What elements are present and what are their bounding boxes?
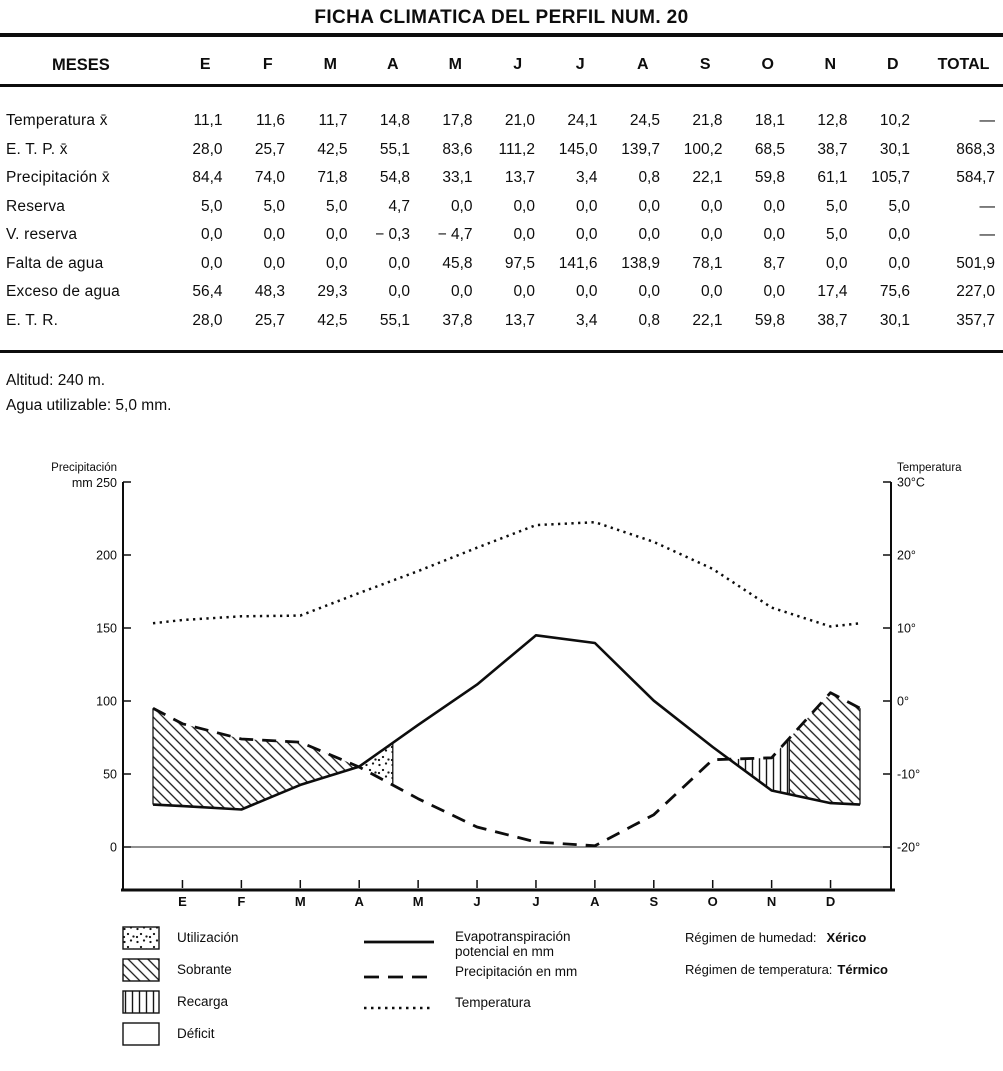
- climograph-chart: [0, 450, 1003, 912]
- table-cell: 100,2: [683, 140, 723, 158]
- row-label: Temperatura x̄: [6, 112, 108, 130]
- temperature-line: [153, 522, 860, 626]
- table-cell: 0,0: [700, 197, 723, 215]
- legend-swatch-sobrante: [122, 958, 160, 982]
- regimen-temperatura-label: Régimen de temperatura:: [685, 962, 833, 977]
- axis-label: mm 250: [71, 476, 117, 490]
- table-cell: 0,0: [763, 226, 785, 244]
- table-cell: 5,0: [263, 197, 285, 215]
- row-label: E. T. P. x̄: [6, 140, 68, 158]
- table-cell: 0,8: [638, 169, 660, 187]
- axis-label: Temperatura: [897, 462, 962, 474]
- legend-line-label-precipitacion: Precipitación en mm: [455, 964, 578, 979]
- legend-swatch-utilizacion: [122, 926, 160, 950]
- axis-label: 10°: [897, 621, 916, 636]
- axis-label: M: [294, 894, 306, 909]
- legend-label-sobrante: Sobrante: [177, 962, 232, 977]
- table-cell: 74,0: [254, 169, 285, 187]
- table-cell: 54,8: [379, 169, 410, 187]
- table-bottom-rule: [0, 350, 1003, 353]
- table-cell: 0,0: [763, 283, 785, 301]
- table-cell: 56,4: [192, 283, 223, 301]
- table-cell: 3,4: [575, 169, 598, 187]
- axis-label: Precipitación: [51, 462, 117, 474]
- table-cell: 83,6: [442, 140, 473, 158]
- table-cell: 78,1: [692, 254, 723, 272]
- table-cell: 357,7: [956, 311, 995, 329]
- axis-label: A: [590, 894, 600, 909]
- table-cell: 11,6: [255, 112, 285, 130]
- table-cell: —: [979, 112, 995, 130]
- sobrante-area-right: [789, 693, 860, 805]
- table-header-rule: [0, 84, 1003, 87]
- table-cell: 4,7: [388, 197, 410, 215]
- table-cell: 12,8: [817, 112, 848, 130]
- climate-table-header: [0, 48, 1003, 82]
- axis-label: 50: [103, 767, 117, 782]
- table-cell: 0,0: [263, 226, 285, 244]
- table-cell: 30,1: [879, 140, 910, 158]
- axis-label: A: [354, 894, 364, 909]
- table-cell: 105,7: [871, 169, 910, 187]
- table-cell: 111,2: [498, 140, 535, 158]
- legend-label-deficit: Déficit: [177, 1026, 215, 1041]
- column-header-4: A: [386, 56, 399, 73]
- legend-line-label-temperatura: Temperatura: [455, 995, 531, 1010]
- axes: [51, 462, 962, 909]
- table-cell: 14,8: [379, 112, 410, 130]
- table-row: [0, 221, 1003, 250]
- table-cell: 22,1: [692, 311, 723, 329]
- table-cell: 0,0: [700, 283, 723, 301]
- note-usable-water: Agua utilizable: 5,0 mm.: [6, 397, 172, 414]
- table-cell: 25,7: [254, 140, 285, 158]
- axis-label: 150: [96, 621, 117, 636]
- table-cell: 141,6: [558, 254, 598, 272]
- table-cell: 68,5: [754, 140, 785, 158]
- table-cell: 145,0: [558, 140, 598, 158]
- table-cell: − 4,7: [437, 226, 473, 244]
- table-cell: 0,0: [450, 197, 473, 215]
- table-cell: 22,1: [692, 169, 723, 187]
- regimen-humedad-label: Régimen de humedad:: [685, 930, 817, 945]
- table-cell: 0,0: [450, 283, 473, 301]
- table-row: [0, 250, 1003, 279]
- row-label: Falta de agua: [6, 254, 104, 272]
- table-cell: 0,0: [575, 197, 598, 215]
- column-header-9: S: [699, 56, 711, 73]
- table-cell: 501,9: [956, 254, 995, 272]
- table-cell: 38,7: [817, 140, 848, 158]
- column-header-2: F: [262, 56, 273, 73]
- table-cell: 0,8: [638, 311, 660, 329]
- table-cell: 5,0: [325, 197, 348, 215]
- table-cell: 0,0: [200, 226, 223, 244]
- table-cell: 18,1: [754, 112, 785, 130]
- table-cell: 0,0: [638, 283, 660, 301]
- table-cell: 29,3: [317, 283, 348, 301]
- axis-label: M: [412, 894, 424, 909]
- legend-swatch-recarga: [122, 990, 160, 1014]
- table-cell: —: [979, 226, 995, 244]
- column-header-10: O: [761, 56, 774, 73]
- axis-label: J: [532, 894, 540, 909]
- table-cell: 0,0: [513, 283, 535, 301]
- table-cell: 0,0: [513, 197, 535, 215]
- table-cell: 21,0: [504, 112, 535, 130]
- table-cell: 55,1: [379, 140, 410, 158]
- legend-line-etp: [362, 938, 436, 946]
- table-row: [0, 307, 1003, 336]
- table-cell: 24,1: [567, 112, 598, 130]
- table-cell: 25,7: [254, 311, 285, 329]
- table-cell: —: [979, 197, 995, 215]
- legend-label-utilizacion: Utilización: [177, 930, 239, 945]
- table-cell: 21,8: [692, 112, 723, 130]
- row-label: Exceso de agua: [6, 283, 120, 301]
- table-cell: − 0,3: [375, 226, 410, 244]
- table-cell: 584,7: [956, 169, 995, 187]
- climate-table: [0, 107, 1003, 335]
- table-cell: 59,8: [754, 169, 785, 187]
- axis-label: O: [707, 894, 718, 909]
- page-title: FICHA CLIMATICA DEL PERFIL NUM. 20: [314, 7, 689, 28]
- table-cell: 45,8: [442, 254, 473, 272]
- table-cell: 42,5: [317, 311, 348, 329]
- table-row: [0, 193, 1003, 222]
- axis-label: 100: [96, 694, 117, 709]
- axis-label: D: [825, 894, 836, 909]
- table-cell: 28,0: [192, 311, 223, 329]
- axis-label: 200: [96, 548, 117, 563]
- axis-label: J: [473, 894, 481, 909]
- table-cell: 59,8: [754, 311, 785, 329]
- table-cell: 138,9: [621, 254, 660, 272]
- table-cell: 84,4: [192, 169, 223, 187]
- bottom-axis: [121, 889, 895, 892]
- table-cell: 97,5: [504, 254, 535, 272]
- table-cell: 75,6: [879, 283, 910, 301]
- table-cell: 17,4: [817, 283, 848, 301]
- legend-label-recarga: Recarga: [177, 994, 229, 1009]
- table-cell: 17,8: [442, 112, 473, 130]
- axis-label: S: [649, 894, 659, 909]
- table-cell: 5,0: [825, 197, 848, 215]
- regimen-humedad: [685, 930, 866, 945]
- row-label: E. T. R.: [6, 311, 59, 329]
- table-cell: 42,5: [317, 140, 348, 158]
- table-cell: 0,0: [763, 197, 785, 215]
- axis-label: -10°: [897, 767, 921, 782]
- axis-label: 30°C: [897, 475, 925, 490]
- table-cell: 0,0: [513, 226, 535, 244]
- table-cell: 139,7: [621, 140, 660, 158]
- table-cell: 24,5: [629, 112, 660, 130]
- table-row: [0, 136, 1003, 165]
- table-cell: 71,8: [317, 169, 348, 187]
- axis-label: -20°: [897, 840, 921, 855]
- column-header-3: M: [323, 56, 337, 73]
- axis-label: 20°: [897, 548, 916, 563]
- table-cell: 10,2: [879, 112, 910, 130]
- regimen-humedad-value: Xérico: [826, 930, 867, 945]
- table-cell: 37,8: [442, 311, 473, 329]
- axis-label: 0: [110, 840, 117, 855]
- table-cell: 0,0: [575, 283, 598, 301]
- axis-label: F: [237, 894, 246, 909]
- table-cell: 5,0: [200, 197, 223, 215]
- table-cell: 61,1: [817, 169, 848, 187]
- regimen-temperatura: [685, 962, 888, 977]
- legend-line-label2-etp: potencial en mm: [455, 944, 555, 959]
- column-header-12: D: [886, 56, 899, 73]
- table-cell: 0,0: [575, 226, 598, 244]
- table-cell: 0,0: [888, 226, 910, 244]
- table-cell: 13,7: [504, 169, 535, 187]
- table-cell: 0,0: [325, 254, 348, 272]
- row-label: Precipitación x̄: [6, 169, 110, 187]
- table-cell: 8,7: [763, 254, 785, 272]
- table-cell: 0,0: [388, 254, 410, 272]
- column-header-8: A: [636, 56, 649, 73]
- table-cell: 868,3: [956, 140, 995, 158]
- table-cell: 30,1: [879, 311, 910, 329]
- table-cell: 0,0: [325, 226, 348, 244]
- axis-label: 0°: [897, 694, 909, 709]
- table-cell: 0,0: [638, 226, 660, 244]
- column-header-7: J: [575, 56, 585, 73]
- row-label: Reserva: [6, 197, 66, 215]
- column-header-13: TOTAL: [937, 56, 990, 73]
- column-header-1: E: [199, 56, 211, 73]
- note-altitude: Altitud: 240 m.: [6, 372, 106, 389]
- table-cell: 0,0: [700, 226, 723, 244]
- legend-line-temperatura: [362, 1004, 436, 1012]
- table-row: [0, 278, 1003, 307]
- table-cell: 0,0: [888, 254, 910, 272]
- legend-line-precipitacion: [362, 973, 436, 981]
- table-cell: 5,0: [888, 197, 910, 215]
- table-cell: 11,1: [193, 112, 223, 130]
- column-header-0: MESES: [52, 55, 110, 74]
- table-cell: 55,1: [379, 311, 410, 329]
- table-cell: 0,0: [388, 283, 410, 301]
- table-cell: 13,7: [504, 311, 535, 329]
- row-label: V. reserva: [6, 226, 78, 244]
- axis-label: N: [766, 894, 777, 909]
- table-cell: 0,0: [825, 254, 848, 272]
- table-cell: 28,0: [192, 140, 223, 158]
- column-header-11: N: [824, 56, 837, 73]
- axis-label: E: [178, 894, 187, 909]
- table-cell: 11,7: [318, 112, 348, 130]
- table-cell: 48,3: [254, 283, 285, 301]
- legend-line-label-etp: Evapotranspiración: [455, 929, 571, 944]
- table-cell: 33,1: [442, 169, 473, 187]
- table-cell: 38,7: [817, 311, 848, 329]
- table-top-rule: [0, 33, 1003, 37]
- table-cell: 0,0: [263, 254, 285, 272]
- legend-swatch-deficit: [122, 1022, 160, 1046]
- table-cell: 0,0: [200, 254, 223, 272]
- table-row: [0, 107, 1003, 136]
- table-row: [0, 164, 1003, 193]
- table-cell: 3,4: [575, 311, 598, 329]
- table-cell: 0,0: [638, 197, 660, 215]
- regimen-temperatura-value: Térmico: [837, 962, 888, 977]
- table-cell: 227,0: [956, 283, 995, 301]
- column-header-5: M: [448, 56, 462, 73]
- column-header-6: J: [513, 56, 523, 73]
- table-cell: 5,0: [825, 226, 848, 244]
